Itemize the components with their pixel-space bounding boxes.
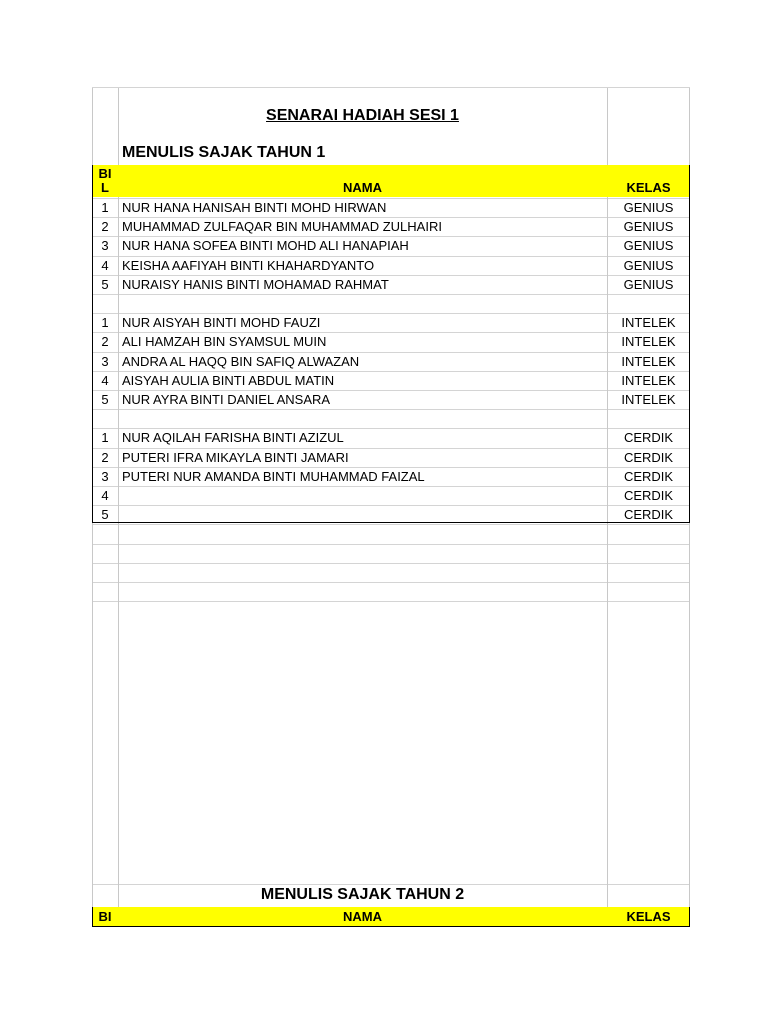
student-name: ANDRA AL HAQQ BIN SAFIQ ALWAZAN [122,353,360,369]
grid-line [92,582,690,583]
row-number: 5 [101,392,109,407]
class-name: CERDIK [623,507,674,523]
class-name: CERDIK [623,430,674,446]
grid-line [92,544,690,545]
grid-line [92,428,690,429]
student-name: MUHAMMAD ZULFAQAR BIN MUHAMMAD ZULHAIRI [122,219,442,235]
grid-line [92,294,690,295]
grid-line [92,486,690,487]
row-number: 2 [101,219,109,235]
grid-line [92,198,690,199]
row-number: 5 [101,276,109,292]
class-name: CERDIK [623,449,674,465]
table-border [92,907,93,927]
class-name: INTELEK [621,315,676,331]
table-border [92,522,690,523]
row-number: 3 [101,238,109,254]
grid-line [92,390,690,391]
row-number: 1 [101,430,109,446]
class-name: GENIUS [623,219,674,235]
class-name: CERDIK [623,488,674,503]
grid-line [92,352,690,353]
header-nama: NAMA [343,909,382,924]
student-name: NURAISY HANIS BINTI MOHAMAD RAHMAT [122,276,389,292]
student-name: ALI HAMZAH BIN SYAMSUL MUIN [122,334,327,350]
spreadsheet-page [92,87,690,927]
row-number: 4 [101,488,109,503]
class-name: GENIUS [623,257,674,273]
grid-line [92,275,690,276]
row-number: 4 [101,257,109,273]
grid-line [92,217,690,218]
table-border [92,926,690,927]
row-number: 2 [101,334,109,350]
grid-line [92,884,690,885]
header-kelas: KELAS [626,909,671,924]
grid-line [92,505,690,506]
class-name: INTELEK [621,372,676,388]
class-name: CERDIK [623,468,674,484]
student-name: NUR AYRA BINTI DANIEL ANSARA [122,392,331,407]
table-header-tahun-1 [92,165,690,197]
grid-line [92,409,690,410]
table-border [689,165,690,522]
header-bil: BI L [98,166,112,195]
page-title: SENARAI HADIAH SESI 1 [266,107,459,124]
student-name: PUTERI IFRA MIKAYLA BINTI JAMARI [122,449,349,465]
class-name: GENIUS [623,276,674,292]
student-name: NUR HANA SOFEA BINTI MOHD ALI HANAPIAH [122,238,409,254]
row-number: 5 [101,507,109,523]
table-border [92,165,93,522]
table-border [689,907,690,927]
grid-line [92,313,690,314]
table-header-tahun-2 [92,907,690,926]
header-nama: NAMA [343,180,382,195]
grid-line [92,332,690,333]
section-title-tahun-2: MENULIS SAJAK TAHUN 2 [260,886,465,903]
row-number: 4 [101,372,109,388]
row-number: 1 [101,315,109,331]
grid-line [92,87,690,88]
student-name: NUR HANA HANISAH BINTI MOHD HIRWAN [122,200,387,215]
class-name: GENIUS [623,200,674,215]
grid-line [92,236,690,237]
row-number: 3 [101,468,109,484]
class-name: INTELEK [621,334,676,350]
student-name: PUTERI NUR AMANDA BINTI MUHAMMAD FAIZAL [122,468,425,484]
header-kelas: KELAS [626,180,671,195]
grid-line [92,256,690,257]
section-title-tahun-1: MENULIS SAJAK TAHUN 1 [122,144,326,161]
class-name: GENIUS [623,238,674,254]
class-name: INTELEK [621,392,676,407]
row-number: 1 [101,200,109,215]
student-name: AISYAH AULIA BINTI ABDUL MATIN [122,372,335,388]
grid-line [92,524,690,525]
student-name: NUR AISYAH BINTI MOHD FAUZI [122,315,321,331]
grid-line [118,87,119,927]
student-name: KEISHA AAFIYAH BINTI KHAHARDYANTO [122,257,375,273]
row-number: 3 [101,353,109,369]
grid-line [92,563,690,564]
grid-line [92,371,690,372]
student-name: NUR AQILAH FARISHA BINTI AZIZUL [122,430,344,446]
header-bil: BI [98,909,112,924]
grid-line [92,467,690,468]
grid-line [92,448,690,449]
row-number: 2 [101,449,109,465]
grid-line [92,601,690,602]
class-name: INTELEK [621,353,676,369]
